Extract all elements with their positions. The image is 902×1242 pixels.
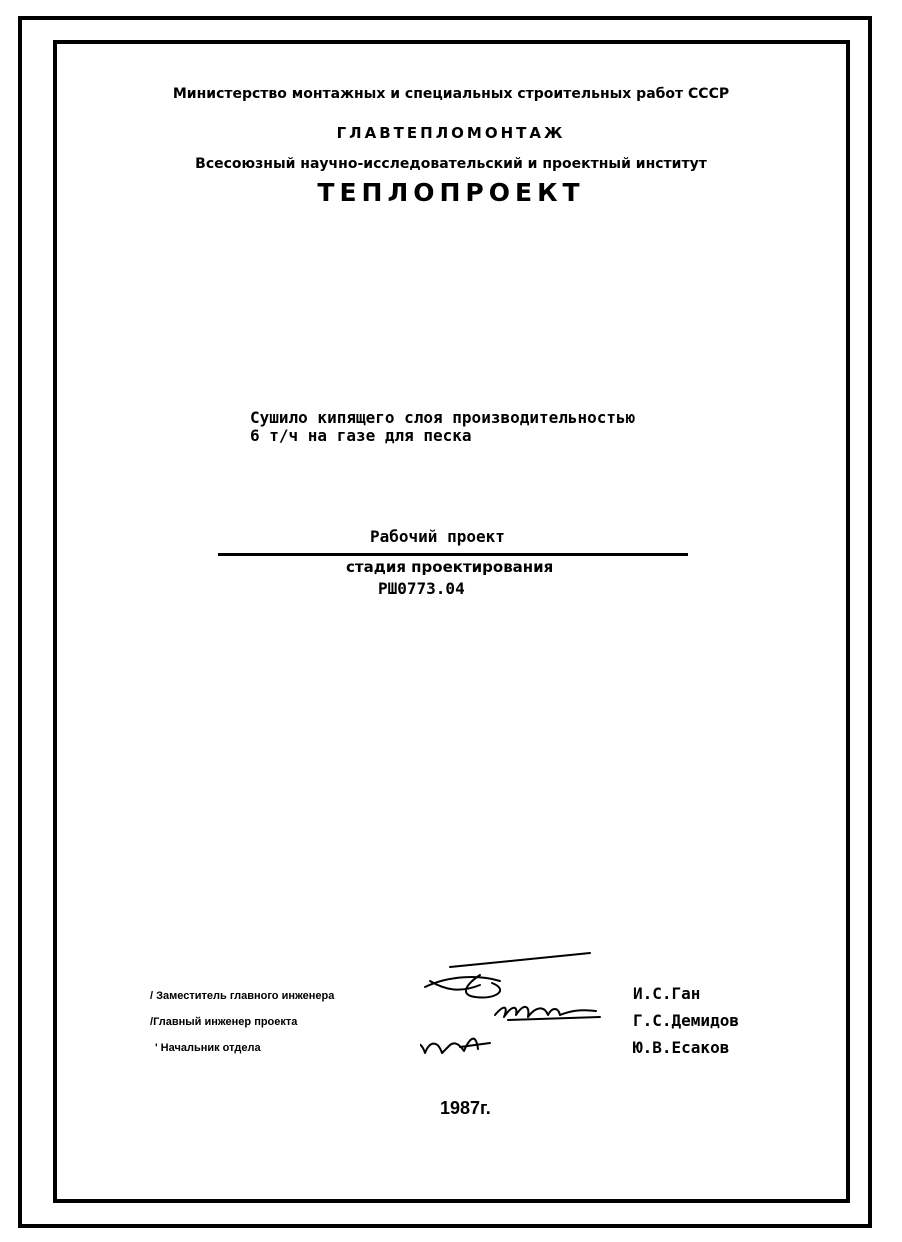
signature-2 — [495, 1007, 600, 1020]
project-title-line-1: Сушило кипящего слоя производительностью — [250, 408, 636, 427]
signatory-role-1: / Заместитель главного инженера — [150, 990, 335, 1002]
signatory-name-2: Г.С.Демидов — [633, 1011, 739, 1030]
role-text: Главный инженер проекта — [153, 1016, 298, 1028]
signatory-role-3: ' Начальник отдела — [155, 1042, 261, 1054]
project-code: РШ0773.04 — [378, 579, 465, 598]
role-text: Заместитель главного инженера — [156, 990, 335, 1002]
signatory-role-2: /Главный инженер проекта — [150, 1016, 298, 1028]
signature-1 — [425, 953, 590, 998]
document-type: Рабочий проект — [370, 527, 505, 546]
ministry-name: Министерство монтажных и специальных строительных работ СССР — [172, 86, 730, 102]
stage-label: стадия проектирования — [346, 558, 554, 576]
signatory-name-1: И.С.Ган — [633, 984, 701, 1003]
glavk-name: ГЛАВТЕПЛОМОНТАЖ — [336, 124, 566, 142]
signature-3 — [420, 1039, 490, 1057]
project-title-line-2: 6 т/ч на газе для песка — [250, 426, 472, 445]
institute-description: Всесоюзный научно-исследовательский и проектный институт — [195, 156, 707, 172]
signatory-name-3: Ю.В.Есаков — [633, 1038, 730, 1057]
institute-name: ТЕПЛОПРОЕКТ — [317, 178, 585, 207]
divider-line — [218, 553, 688, 556]
document-year: 1987г. — [440, 1098, 491, 1118]
role-text: Начальник отдела — [160, 1042, 261, 1054]
handwritten-signatures — [420, 945, 610, 1065]
